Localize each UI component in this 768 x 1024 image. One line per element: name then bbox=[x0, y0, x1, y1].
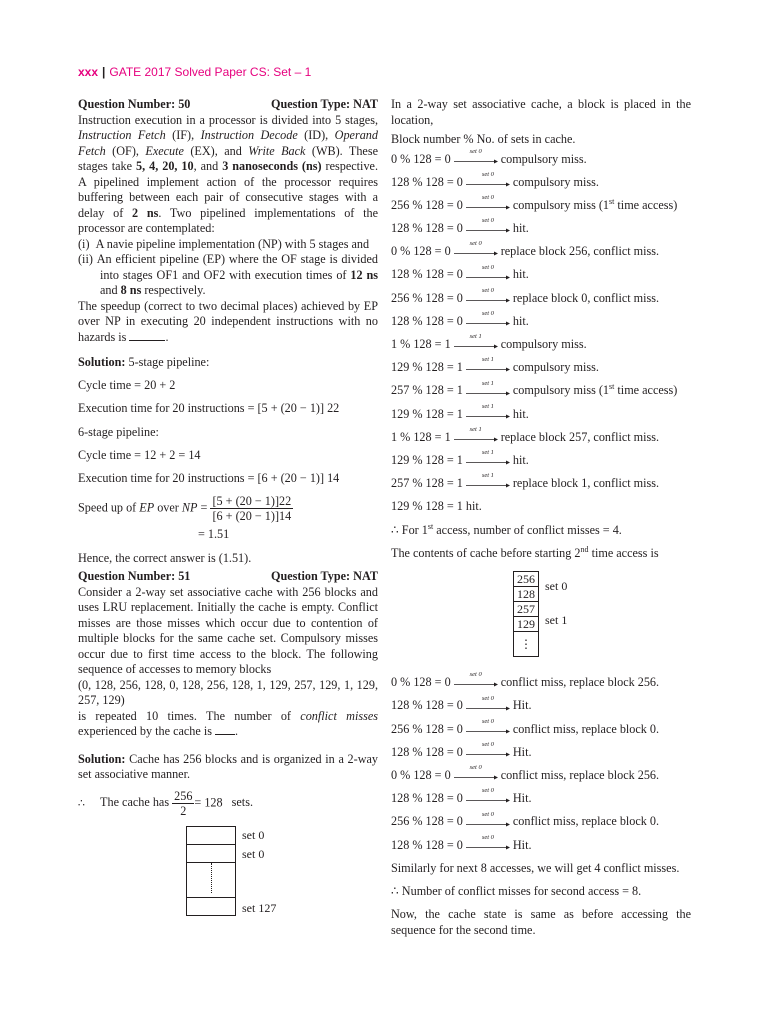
q50-text: . bbox=[165, 329, 169, 344]
header-separator: | bbox=[102, 65, 106, 79]
cache-block: 128 bbox=[514, 587, 539, 602]
formula-text: sets. bbox=[231, 794, 253, 809]
set-label: set 1 bbox=[469, 333, 482, 341]
cache-line bbox=[187, 844, 236, 862]
q51-header bbox=[78, 569, 378, 585]
result-text: Hit. bbox=[512, 837, 532, 852]
result-text: hit. bbox=[512, 267, 529, 282]
set-label: set 0 bbox=[481, 833, 494, 841]
mod-expression: 128 % 128 = 0 bbox=[391, 221, 463, 236]
placement-formula: Block number % No. of sets in cache. bbox=[391, 132, 576, 146]
set-label: set 0 bbox=[469, 147, 482, 155]
result-text: hit. bbox=[512, 406, 529, 421]
stage-times-ns: 3 nanoseconds (ns) bbox=[222, 159, 322, 173]
result-text: Hit. bbox=[512, 744, 532, 759]
cache-set-labels bbox=[242, 826, 276, 918]
set-label: set 0 bbox=[481, 310, 494, 318]
q50-body bbox=[78, 113, 378, 237]
set-label: set 1 bbox=[545, 612, 568, 627]
set-label: set 0 bbox=[481, 740, 494, 748]
summary-text: ∴ For 1 bbox=[391, 522, 428, 537]
answer-blank bbox=[129, 330, 165, 341]
cache-block: 129 bbox=[514, 617, 539, 632]
mod-expression: 129 % 128 = 1 bbox=[391, 452, 463, 467]
solution-label: Solution: bbox=[78, 355, 126, 369]
result-text: replace block 1, conflict miss. bbox=[512, 476, 660, 491]
result-text: hit. bbox=[512, 221, 529, 236]
mod-expression: 0 % 128 = 0 bbox=[391, 244, 451, 259]
second_pass-step bbox=[391, 787, 691, 807]
cache-line bbox=[187, 898, 236, 916]
result-text: hit. bbox=[512, 313, 529, 328]
result-text: compulsory miss. bbox=[512, 174, 599, 189]
first_pass-step bbox=[391, 310, 691, 330]
set-label: set 0 bbox=[481, 694, 494, 702]
fraction-numerator: [5 + (20 − 1)]22 bbox=[212, 494, 292, 509]
solution-text: 5-stage pipeline: bbox=[128, 355, 210, 369]
speedup-formula bbox=[78, 494, 378, 523]
cache-set-diagram bbox=[186, 826, 378, 918]
second-access-summary: ∴ Number of conflict misses for second access = 8. bbox=[391, 883, 642, 898]
sol50-line-3: Execution time for 20 instructions = [5 + (20 − 1)] 22 bbox=[78, 401, 340, 416]
result-text: time access) bbox=[614, 197, 678, 212]
page-number: xxx bbox=[78, 65, 99, 79]
q51-text: . bbox=[235, 724, 239, 739]
result-text: conflict miss, replace block 0. bbox=[512, 814, 660, 829]
result-text: Hit. bbox=[512, 791, 532, 806]
q50-text: and bbox=[100, 283, 121, 297]
mod-expression: 128 % 128 = 0 bbox=[391, 744, 463, 759]
set-label: set 0 bbox=[469, 764, 482, 772]
cache-block: 257 bbox=[514, 602, 539, 617]
first_pass-step bbox=[391, 286, 691, 307]
mod-expression: 0 % 128 = 0 bbox=[391, 675, 451, 690]
first_pass-step bbox=[391, 217, 691, 237]
q50-text: (OF), bbox=[105, 143, 146, 158]
set-label: set 0 bbox=[481, 286, 494, 294]
set-label: set 0 bbox=[469, 240, 482, 248]
solution-text: Cache has 256 blocks and is organized in a 2-way set associative manner. bbox=[78, 751, 378, 782]
set-label: set 0 bbox=[242, 846, 265, 861]
mod-expression: 129 % 128 = 1 bbox=[391, 406, 463, 421]
first_pass-step bbox=[391, 472, 691, 492]
formula-text: = 128 bbox=[194, 794, 223, 809]
conflict-misses-term: conflict misses bbox=[300, 708, 378, 723]
placement-intro: In a 2-way set associative cache, a block is placed in the location, bbox=[391, 97, 691, 127]
set-label: set 1 bbox=[481, 402, 494, 410]
arrow-icon bbox=[454, 764, 498, 780]
fraction-denominator: 2 bbox=[180, 803, 187, 818]
cache-block: 256 bbox=[514, 572, 539, 587]
of2-time: 8 ns bbox=[120, 283, 142, 297]
result-text: Hit. bbox=[512, 698, 532, 713]
first_pass-step bbox=[391, 356, 691, 376]
mod-expression: 256 % 128 = 0 bbox=[391, 290, 463, 305]
q51-ask bbox=[78, 709, 378, 740]
q50-text: . Two pipelined implementations of the processor are contemplated: bbox=[78, 205, 378, 235]
stage-id: Instruction Decode bbox=[200, 128, 298, 142]
mod-expression: 256 % 128 = 0 bbox=[391, 721, 463, 736]
set-label: set 1 bbox=[481, 379, 494, 387]
first_pass-step bbox=[391, 147, 691, 168]
second-pass-trace bbox=[391, 671, 691, 853]
result-sup: st bbox=[609, 382, 615, 392]
q51-type: Question Type: NAT bbox=[271, 569, 378, 584]
arrow-icon bbox=[454, 147, 498, 164]
q51-text: experienced by the cache is bbox=[78, 724, 212, 739]
speedup-result: = 1.51 bbox=[198, 527, 230, 542]
caption-text: time access is bbox=[588, 545, 659, 560]
mod-expression: 1 % 128 = 1 bbox=[391, 337, 451, 351]
mod-expression: 256 % 128 = 0 bbox=[391, 197, 463, 212]
sol50-line-6: Execution time for 20 instructions = [6 + (20 − 1)] 14 bbox=[78, 470, 340, 485]
formula-text: = bbox=[197, 500, 208, 515]
q50-header bbox=[78, 97, 378, 113]
q50-text: (ii) An efficient pipeline (EP) where the OF stage is divided into stages OF1 and OF2 with execution times of bbox=[78, 252, 378, 282]
caption-sup: nd bbox=[580, 544, 589, 554]
stage-times: 5, 4, 20, 10 bbox=[136, 159, 194, 173]
mod-expression: 1 % 128 = 1 bbox=[391, 429, 451, 444]
set-label: set 0 bbox=[481, 263, 494, 271]
set-label: set 0 bbox=[545, 579, 568, 594]
solution-label: Solution: bbox=[78, 751, 126, 766]
caption-text: The contents of cache before starting 2 bbox=[391, 545, 581, 560]
set-label: set 1 bbox=[469, 425, 482, 433]
summary-sup: st bbox=[427, 521, 434, 531]
header-title: GATE 2017 Solved Paper CS: Set – 1 bbox=[109, 65, 312, 79]
mod-expression: 128 % 128 = 0 bbox=[391, 174, 463, 189]
left-column bbox=[78, 97, 378, 918]
fraction-numerator: 256 bbox=[174, 788, 193, 803]
formula-np: NP bbox=[181, 500, 198, 515]
result-text: compulsory miss (1 bbox=[512, 383, 610, 398]
mod-expression: 128 % 128 = 0 bbox=[391, 267, 463, 282]
arrow-icon bbox=[466, 402, 510, 419]
first-pass-trace bbox=[391, 147, 691, 492]
result-text: conflict miss, replace block 0. bbox=[512, 721, 660, 736]
first_pass-step bbox=[391, 402, 691, 423]
summary-text: access, number of conflict misses = 4. bbox=[433, 522, 622, 537]
cache-line bbox=[187, 826, 236, 844]
first-access-summary bbox=[391, 523, 691, 539]
arrow-icon bbox=[466, 263, 510, 280]
first_pass-step bbox=[391, 449, 691, 469]
q50-number: Question Number: 50 bbox=[78, 97, 191, 111]
arrow-icon bbox=[466, 379, 510, 396]
first_pass-step bbox=[391, 425, 691, 446]
speedup-fraction bbox=[210, 494, 293, 523]
of1-time: 12 ns bbox=[350, 267, 378, 282]
mod-expression: 128 % 128 = 0 bbox=[391, 791, 463, 806]
right-column bbox=[391, 97, 691, 938]
result-text: compulsory miss. bbox=[500, 337, 587, 351]
mod-expression: 128 % 128 = 0 bbox=[391, 837, 463, 852]
mod-expression: 257 % 128 = 1 bbox=[391, 476, 463, 491]
arrow-icon bbox=[466, 194, 510, 210]
sol50-line-4: 6-stage pipeline: bbox=[78, 424, 159, 439]
mod-expression: 256 % 128 = 0 bbox=[391, 814, 463, 829]
result-sup: st bbox=[609, 196, 615, 206]
arrow-icon bbox=[466, 356, 510, 372]
cache-contents-diagram bbox=[513, 571, 691, 657]
q51-number: Question Number: 51 bbox=[78, 569, 191, 584]
result-text: replace block 257, conflict miss. bbox=[500, 429, 660, 444]
result-text: replace block 0, conflict miss. bbox=[512, 290, 660, 305]
buffer-delay: 2 ns bbox=[132, 205, 159, 220]
arrow-icon bbox=[454, 240, 498, 256]
result-text: compulsory miss. bbox=[500, 151, 587, 166]
therefore-symbol: ∴ bbox=[78, 795, 85, 809]
mod-expression: 257 % 128 = 1 bbox=[391, 383, 463, 398]
stage-of: Operand Fetch bbox=[78, 128, 378, 158]
q51-text: is repeated 10 times. The number of bbox=[78, 708, 301, 723]
second_pass-step bbox=[391, 717, 691, 738]
stage-wb: Write Back bbox=[248, 143, 306, 158]
sol50-line-2: Cycle time = 20 + 2 bbox=[78, 378, 176, 393]
arrow-icon bbox=[466, 717, 510, 734]
set-label: set 0 bbox=[481, 217, 494, 225]
arrow-icon bbox=[466, 810, 510, 827]
contents-caption bbox=[391, 546, 691, 562]
cache-contents-table bbox=[513, 571, 539, 657]
arrow-icon bbox=[454, 671, 498, 687]
q51-sequence: (0, 128, 256, 128, 0, 128, 256, 128, 1, 129, 257, 129, 1, 129, 257, 129) bbox=[78, 677, 378, 708]
set-label: set 0 bbox=[469, 671, 482, 679]
arrow-icon bbox=[466, 833, 510, 850]
second_pass-step bbox=[391, 810, 691, 830]
first_pass-step bbox=[391, 240, 691, 260]
answer-blank bbox=[215, 724, 235, 735]
arrow-icon bbox=[466, 286, 510, 303]
q50-type: Question Type: NAT bbox=[271, 97, 378, 111]
first_pass-step bbox=[391, 170, 691, 191]
mod-expression: 129 % 128 = 1 bbox=[391, 360, 463, 375]
q50-option-i: (i) A navie pipeline implementation (NP) with 5 stages and bbox=[78, 236, 370, 251]
formula-text: Speed up of bbox=[78, 500, 140, 515]
mod-expression: 128 % 128 = 0 bbox=[391, 313, 463, 328]
cache-contents-labels bbox=[545, 571, 567, 657]
next-8-summary: Similarly for next 8 accesses, we will get 4 conflict misses. bbox=[391, 860, 680, 875]
set-label: set 0 bbox=[481, 787, 494, 795]
sol50-line-1 bbox=[78, 355, 378, 371]
first_pass-step bbox=[391, 194, 691, 214]
second_pass-step bbox=[391, 694, 691, 714]
arrow-icon bbox=[466, 310, 510, 326]
fraction-denominator: [6 + (20 − 1)]14 bbox=[212, 509, 292, 524]
arrow-icon bbox=[466, 170, 510, 187]
result-text: compulsory miss. bbox=[512, 360, 599, 375]
second_pass-step bbox=[391, 740, 691, 761]
result-text: time access) bbox=[614, 383, 678, 398]
arrow-icon bbox=[454, 425, 498, 442]
q50-text: , and bbox=[193, 159, 223, 173]
set-label: set 1 bbox=[481, 472, 494, 480]
q50-text: The speedup (correct to two decimal places) achieved by EP over NP in executing 20 independent instructions with no hazards is bbox=[78, 298, 378, 344]
formula-ep: EP bbox=[139, 500, 155, 515]
second_pass-step bbox=[391, 833, 691, 854]
last-hit: 129 % 128 = 1 hit. bbox=[391, 499, 482, 514]
sol51-line-1 bbox=[78, 752, 378, 783]
result-text: replace block 256, conflict miss. bbox=[500, 244, 660, 259]
set-label: set 127 bbox=[242, 900, 277, 915]
q50-text: (IF), bbox=[165, 128, 201, 142]
q50-ask bbox=[78, 299, 378, 346]
arrow-icon bbox=[466, 472, 510, 488]
q50-answer: Hence, the correct answer is (1.51). bbox=[78, 550, 252, 565]
first_pass-step bbox=[391, 333, 691, 353]
set-label: set 0 bbox=[481, 194, 494, 202]
arrow-icon bbox=[466, 449, 510, 465]
set-label: set 0 bbox=[481, 170, 494, 178]
cache-ellipsis bbox=[187, 862, 236, 898]
q50-text: (ID), bbox=[297, 128, 335, 142]
arrow-icon bbox=[466, 740, 510, 757]
arrow-icon bbox=[466, 787, 510, 803]
first_pass-step bbox=[391, 379, 691, 399]
formula-text: The cache has bbox=[100, 794, 170, 809]
result-text: compulsory miss (1 bbox=[512, 197, 610, 212]
arrow-icon bbox=[454, 333, 498, 349]
set-label: set 1 bbox=[481, 449, 494, 457]
arrow-icon bbox=[466, 217, 510, 233]
q50-text: Instruction execution in a processor is divided into 5 stages, bbox=[78, 112, 378, 127]
final-state-note: Now, the cache state is same as before accessing the sequence for the second time. bbox=[391, 907, 691, 937]
q50-text: (EX), and bbox=[183, 143, 249, 158]
stage-ex: Execute bbox=[145, 143, 184, 158]
q50-text: respective. A pipelined implement action of the processor requires buffering between each pair of consecutive stages with a delay of bbox=[78, 159, 378, 220]
cache-table bbox=[186, 826, 236, 917]
set-label: set 1 bbox=[481, 356, 494, 364]
page-header bbox=[78, 65, 311, 79]
sets-formula bbox=[78, 789, 378, 818]
cache-ellipsis: ⋮ bbox=[514, 632, 539, 657]
q50-option-ii bbox=[78, 252, 378, 299]
arrow-icon bbox=[466, 694, 510, 711]
mod-expression: 0 % 128 = 0 bbox=[391, 151, 451, 166]
result-text: hit. bbox=[512, 452, 529, 467]
set-label: set 0 bbox=[481, 810, 494, 818]
result-text: conflict miss, replace block 256. bbox=[500, 767, 660, 782]
first_pass-step bbox=[391, 263, 691, 283]
mod-expression: 0 % 128 = 0 bbox=[391, 767, 451, 782]
formula-text: over bbox=[154, 500, 182, 515]
q50-text: respectively. bbox=[141, 283, 206, 297]
second_pass-step bbox=[391, 764, 691, 784]
mod-expression: 128 % 128 = 0 bbox=[391, 698, 463, 713]
q51-body: Consider a 2-way set associative cache with 256 blocks and uses LRU replacement. Initially the cache is empty. Conflict misses are those misses which occur due to contention of multiple blocks for the same cache set. Compulsory misses occur due to first time access to the block. The following sequence of accesses to memory blocks bbox=[78, 584, 378, 677]
set-label: set 0 bbox=[481, 717, 494, 725]
sets-fraction bbox=[172, 789, 194, 818]
stage-if: Instruction Fetch bbox=[78, 128, 166, 142]
second_pass-step bbox=[391, 671, 691, 691]
set-label: set 0 bbox=[242, 827, 265, 842]
q50-text: (WB). These stages take bbox=[78, 143, 378, 173]
sol50-line-5: Cycle time = 12 + 2 = 14 bbox=[78, 447, 201, 462]
result-text: conflict miss, replace block 256. bbox=[500, 675, 660, 690]
